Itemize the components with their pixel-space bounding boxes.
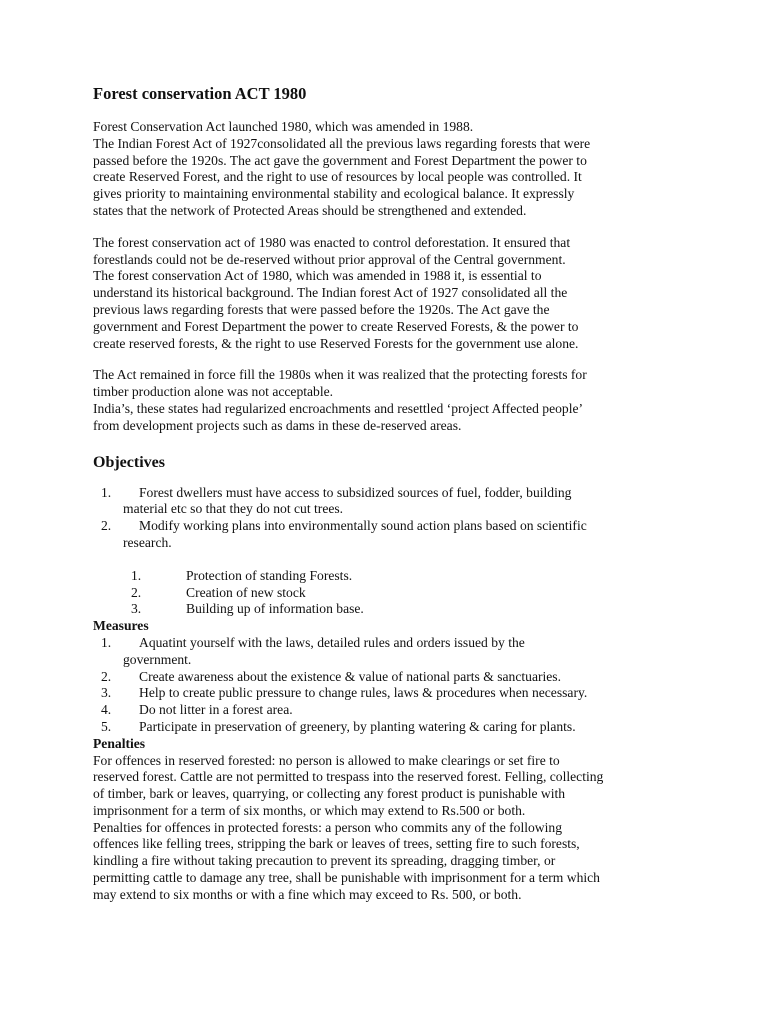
list-item-text: Protection of standing Forests. — [186, 567, 353, 583]
list-item-text: Participate in preservation of greenery, by planting watering & caring for plants. — [139, 718, 576, 734]
text-line: passed before the 1920s. The act gave the government and Forest Department the power to — [93, 152, 587, 168]
text-line: states that the network of Protected Areas should be strengthened and extended. — [93, 202, 527, 218]
list-number: 3. — [131, 601, 142, 617]
list-item-text: Create awareness about the existence & value of national parts & sanctuaries. — [139, 668, 561, 684]
text-line: understand its historical background. The Indian forest Act of 1927 consolidated all the — [93, 285, 568, 301]
text-line: forestlands could not be de-reserved without prior approval of the Central government. — [93, 251, 566, 267]
list-item — [93, 669, 683, 686]
act-force-paragraph — [93, 367, 683, 434]
list-number: 4. — [101, 702, 112, 718]
intro-paragraph — [93, 119, 683, 220]
text-line: The Act remained in force fill the 1980s when it was realized that the protecting forests for — [93, 367, 587, 383]
text-line: For offences in reserved forested: no person is allowed to make clearings or set fire to — [93, 752, 560, 768]
list-number: 2. — [131, 584, 142, 600]
list-number: 5. — [101, 718, 112, 734]
text-line: permitting cattle to damage any tree, shall be punishable with imprisonment for a term which — [93, 870, 600, 886]
list-item — [131, 601, 683, 618]
list-item — [93, 635, 683, 669]
list-number: 1. — [101, 634, 112, 650]
list-item-text: research. — [123, 534, 172, 550]
document-page — [93, 84, 683, 904]
list-item-text: Forest dwellers must have access to subsidized sources of fuel, fodder, building — [139, 484, 572, 500]
list-number: 1. — [101, 484, 112, 500]
list-item — [131, 585, 683, 602]
measures-heading: Measures — [93, 618, 149, 634]
text-line: offences like felling trees, stripping the bark or leaves of trees, setting fire to such forests, — [93, 836, 580, 852]
list-item — [93, 485, 683, 519]
text-line: India’s, these states had regularized encroachments and resettled ‘project Affected people’ — [93, 400, 584, 416]
text-line: may extend to six months or with a fine which may exceed to Rs. 500, or both. — [93, 886, 522, 902]
text-line: government and Forest Department the power to create Reserved Forests, & the power to — [93, 318, 579, 334]
text-line: timber production alone was not acceptable. — [93, 384, 334, 400]
list-item-text: Do not litter in a forest area. — [139, 702, 293, 718]
text-line: of timber, bark or leaves, quarrying, or collecting any forest product is punishable with — [93, 786, 566, 802]
text-line: reserved forest. Cattle are not permitted to trespass into the reserved forest. Felling, collecting — [93, 769, 604, 785]
list-item — [93, 518, 683, 552]
text-line: create Reserved Forest, and the right to use of resources by local people was controlled. It — [93, 169, 582, 185]
list-item-text: Help to create public pressure to change rules, laws & procedures when necessary. — [139, 685, 588, 701]
text-line: previous laws regarding forests that were passed before the 1920s. The Act gave the — [93, 301, 550, 317]
text-line: Forest Conservation Act launched 1980, which was amended in 1988. — [93, 119, 474, 134]
list-number: 2. — [101, 668, 112, 684]
text-line: The forest conservation act of 1980 was enacted to control deforestation. It ensured that — [93, 234, 571, 250]
list-item-text: Aquatint yourself with the laws, detailed rules and orders issued by the — [139, 634, 525, 650]
history-paragraph — [93, 235, 683, 353]
sub-objectives-list — [131, 568, 683, 618]
list-item-text: Modify working plans into environmentally sound action plans based on scientific — [139, 518, 587, 534]
list-item-text: material etc so that they do not cut trees. — [123, 501, 344, 517]
list-item-text: Building up of information base. — [186, 601, 364, 617]
text-line: The Indian Forest Act of 1927consolidated all the previous laws regarding forests that were — [93, 135, 591, 151]
text-line: from development projects such as dams in these de-reserved areas. — [93, 417, 462, 433]
list-item — [93, 685, 683, 702]
objectives-list — [93, 485, 683, 552]
list-number: 3. — [101, 685, 112, 701]
list-item — [93, 702, 683, 719]
text-line: The forest conservation Act of 1980, which was amended in 1988 it, is essential to — [93, 268, 542, 284]
list-item-text: government. — [123, 651, 192, 667]
list-number: 2. — [101, 518, 112, 534]
text-line: kindling a fire without taking precaution to prevent its spreading, dragging timber, or — [93, 853, 556, 869]
penalties-paragraph — [93, 753, 683, 904]
objectives-heading: Objectives — [93, 453, 165, 471]
text-line: imprisonment for a term of six months, or which may extend to Rs.500 or both. — [93, 802, 526, 818]
text-line: create reserved forests, & the right to use Reserved Forests for the government use alone. — [93, 335, 579, 351]
penalties-heading: Penalties — [93, 735, 146, 751]
list-item-text: Creation of new stock — [186, 584, 306, 600]
list-item — [131, 568, 683, 585]
measures-list — [93, 635, 683, 736]
text-line: Penalties for offences in protected forests: a person who commits any of the following — [93, 819, 562, 835]
document-title: Forest conservation ACT 1980 — [93, 84, 307, 103]
list-number: 1. — [131, 567, 142, 583]
text-line: gives priority to maintaining environmental stability and ecological balance. It expressly — [93, 186, 575, 202]
list-item — [93, 719, 683, 736]
